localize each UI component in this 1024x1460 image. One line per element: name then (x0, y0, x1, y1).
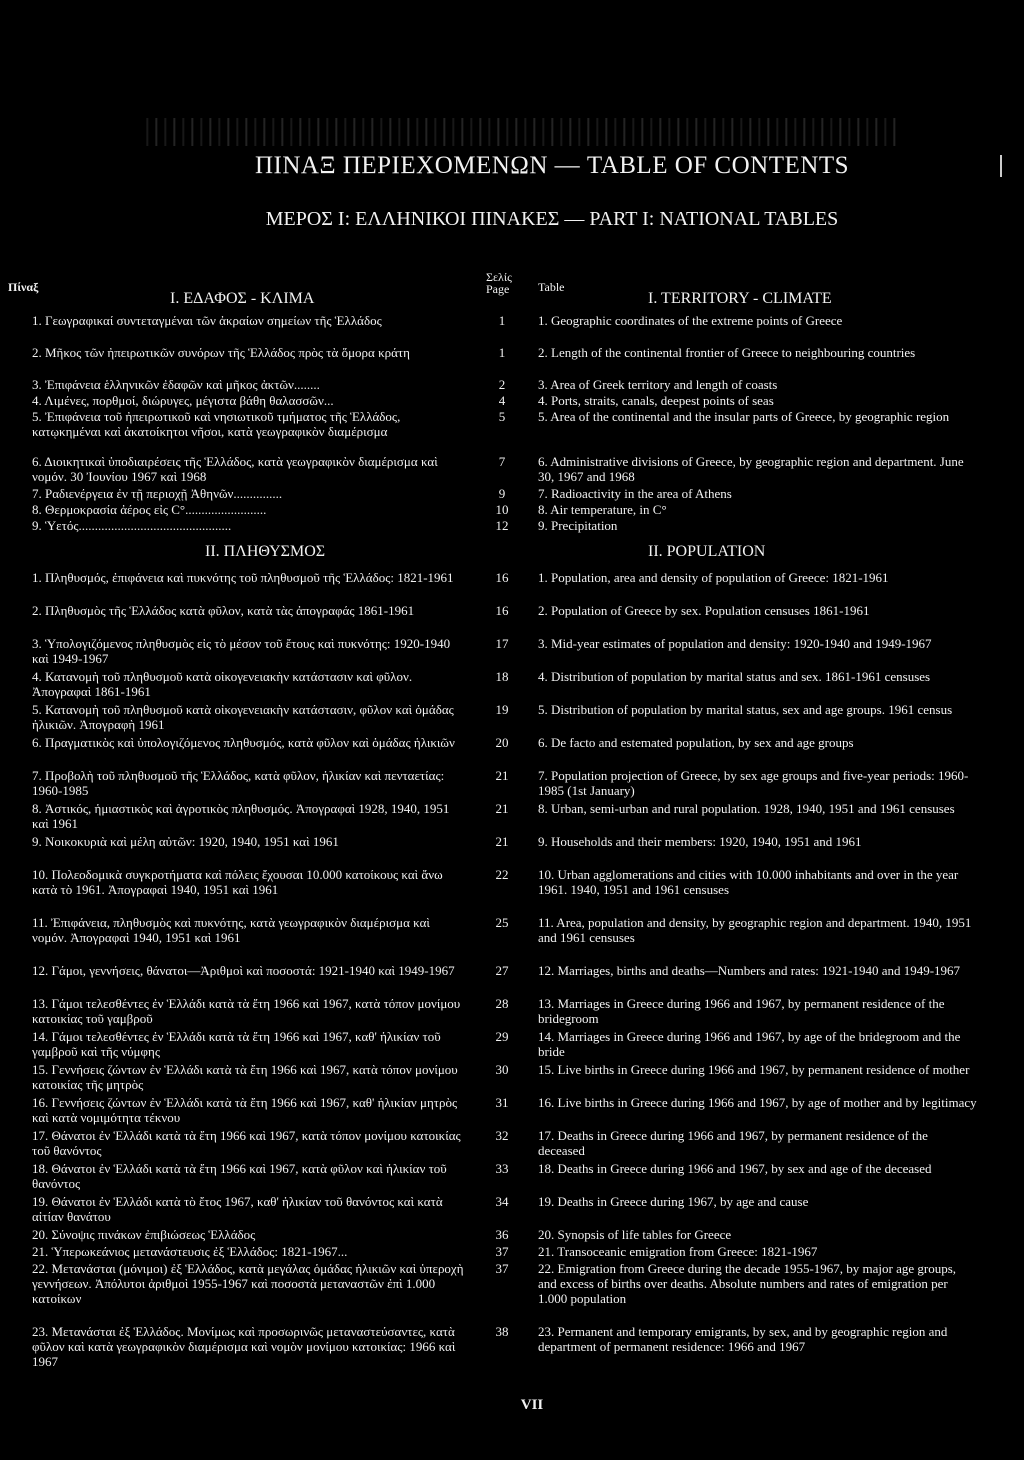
entry-page: 21 (495, 801, 509, 816)
entry-en: 7. Radioactivity in the area of Athens (538, 486, 732, 501)
entry-page: 33 (495, 1161, 509, 1176)
entry-gr: 15. Γεννήσεις ζώντων ἐν Ἑλλάδι κατὰ τὰ ἔτη 1966 καὶ 1967, κατὰ τόπον μονίμου κατοικίας τῆς μητρὸς (32, 1062, 458, 1092)
entry-en: 20. Synopsis of life tables for Greece (538, 1227, 732, 1242)
entry-gr: 9. Νοικοκυριὰ καὶ μέλη αὐτῶν: 1920, 1940, 1951 καὶ 1961 (32, 834, 339, 849)
entry-en: 8. Urban, semi-urban and rural population. 1928, 1940, 1951 and 1961 censuses (538, 801, 955, 816)
entry-en: 4. Distribution of population by marital status and sex. 1861-1961 censuses (538, 669, 931, 684)
entry-en: 19. Deaths in Greece during 1967, by age and cause (538, 1194, 809, 1209)
entry-en: 5. Distribution of population by marital status, sex and age groups. 1961 census (538, 702, 953, 717)
entry-en: 11. Area, population and density, by geographic region and department. 1940, 1951 and 1961 censuses (538, 915, 972, 945)
entry-page: 1 (498, 345, 506, 360)
entry-page: 7 (498, 454, 506, 469)
entry-gr: 1. Γεωγραφικαί συντεταγμέναι τῶν ἀκραίων σημείων τῆς Ἑλλάδος (32, 313, 382, 328)
entry-page: 17 (495, 636, 509, 651)
entry-page: 20 (495, 735, 509, 750)
entry-page: 10 (495, 502, 509, 517)
entry-en: 1. Population, area and density of population of Greece: 1821-1961 (538, 570, 889, 585)
entry-gr: 4. Λιμένες, πορθμοί, διώρυγες, μέγιστα βάθη θαλασσῶν... (32, 393, 334, 408)
entry-page: 29 (495, 1029, 509, 1044)
entry-page: 38 (495, 1324, 509, 1339)
entry-gr: 8. Ἀστικός, ἡμιαστικὸς καὶ ἀγροτικὸς πληθυσμός. Ἀπογραφαὶ 1928, 1940, 1951 καὶ 1961 (32, 801, 450, 831)
entry-gr: 8. Θερμοκρασία ἀέρος εἰς C°......................... (32, 502, 267, 517)
entry-en: 14. Marriages in Greece during 1966 and 1967, by age of the bridegroom and the bride (538, 1029, 961, 1059)
entry-gr: 9. Ὑετός............................................... (32, 518, 232, 533)
entry-page: 19 (495, 702, 509, 717)
entry-gr: 7. Ραδιενέργεια ἐν τῇ περιοχῇ Ἀθηνῶν............... (32, 486, 283, 501)
entry-page: 5 (498, 409, 506, 424)
entry-gr: 5. Κατανομὴ τοῦ πληθυσμοῦ κατὰ οἰκογενειακὴν κατάστασιν, φῦλον καὶ ὁμάδας ἡλικιῶν. Ἀπογραφὴ 1961 (32, 702, 454, 732)
entry-en: 7. Population projection of Greece, by sex age groups and five-year periods: 1960-1985 (1st January) (538, 768, 969, 798)
entry-gr: 19. Θάνατοι ἐν Ἑλλάδι κατὰ τὸ ἔτος 1967, καθ' ἡλικίαν τοῦ θανόντος καὶ κατὰ αἰτίαν θανάτου (32, 1194, 443, 1224)
entry-en: 4. Ports, straits, canals, deepest points of seas (538, 393, 774, 408)
entry-page: 32 (495, 1128, 509, 1143)
page-title: ΠΙΝΑΞ ΠΕΡΙΕΧΟΜΕΝΩΝ — TABLE OF CONTENTS (255, 152, 849, 179)
entry-page: 4 (498, 393, 506, 408)
entry-en: 2. Length of the continental frontier of Greece to neighbouring countries (538, 345, 916, 360)
entry-page: 31 (495, 1095, 509, 1110)
entry-en: 16. Live births in Greece during 1966 and 1967, by age of mother and by legitimacy (538, 1095, 977, 1110)
entry-gr: 16. Γεννήσεις ζώντων ἐν Ἑλλάδι κατὰ τὰ ἔτη 1966 καὶ 1967, καθ' ἡλικίαν μητρὸς καὶ κατὰ νομιμότητα τέκνου (32, 1095, 458, 1125)
entry-gr: 6. Διοικητικαὶ ὑποδιαιρέσεις τῆς Ἑλλάδος, κατὰ γεωγραφικὸν διαμέρισμα καὶ νομόν. 30 Ἰουνίου 1967 καὶ 1968 (32, 454, 438, 484)
entry-gr: 7. Προβολὴ τοῦ πληθυσμοῦ τῆς Ἑλλάδος, κατὰ φῦλον, ἡλικίαν καὶ πενταετίας: 1960-1985 (32, 768, 445, 798)
table-column-label-gr: Πίναξ (8, 280, 39, 294)
entry-en: 6. Administrative divisions of Greece, by geographic region and department. June 30, 1967 and 1968 (538, 454, 964, 484)
entry-en: 15. Live births in Greece during 1966 and 1967, by permanent residence of mother (538, 1062, 970, 1077)
entry-page: 22 (495, 867, 509, 882)
entry-en: 23. Permanent and temporary emigrants, by sex, and by geographic region and department of permanent residence: 1966 and 1967 (538, 1324, 948, 1354)
section-heading-en: II. POPULATION (648, 543, 766, 560)
entry-gr: 18. Θάνατοι ἐν Ἑλλάδι κατὰ τὰ ἔτη 1966 καὶ 1967, κατὰ φῦλον καὶ ἡλικίαν τοῦ θανόντος (32, 1161, 447, 1191)
entry-gr: 10. Πολεοδομικὰ συγκροτήματα καὶ πόλεις ἔχουσαι 10.000 κατοίκους καὶ ἄνω κατὰ τὸ 1961. Ἀπογραφαὶ 1940, 1951 καὶ 1961 (32, 867, 443, 897)
entry-page: 27 (495, 963, 509, 978)
entry-en: 3. Mid-year estimates of population and density: 1920-1940 and 1949-1967 (538, 636, 932, 651)
entry-page: 28 (495, 996, 509, 1011)
entry-gr: 17. Θάνατοι ἐν Ἑλλάδι κατὰ τὰ ἔτη 1966 καὶ 1967, κατὰ τόπον μονίμου κατοικίας τοῦ θανόντος (32, 1128, 461, 1158)
entry-en: 12. Marriages, births and deaths—Numbers and rates: 1921-1940 and 1949-1967 (538, 963, 961, 978)
entry-gr: 12. Γάμοι, γεννήσεις, θάνατοι—Ἀριθμοὶ καὶ ποσοστά: 1921-1940 καὶ 1949-1967 (32, 963, 455, 978)
entry-en: 5. Area of the continental and the insular parts of Greece, by geographic region (538, 409, 950, 424)
entry-en: 10. Urban agglomerations and cities with 10.000 inhabitants and over in the year 1961. 1940, 1951 and 1961 censuses (538, 867, 959, 897)
entry-en: 13. Marriages in Greece during 1966 and 1967, by permanent residence of the bridegroom (538, 996, 945, 1026)
entry-gr: 6. Πραγματικὸς καὶ ὑπολογιζόμενος πληθυσμός, κατὰ φῦλον καὶ ὁμάδας ἡλικιῶν (32, 735, 455, 750)
entry-gr: 5. Ἐπιφάνεια τοῦ ἠπειρωτικοῦ καὶ νησιωτικοῦ τμήματος τῆς Ἑλλάδος, κατῳκημέναι καὶ ἀκατοίκητοι νῆσοι, κατὰ γεωγραφικὸν διαμέρισμα (32, 409, 401, 439)
section-heading-en: I. TERRITORY - CLIMATE (648, 290, 832, 307)
entry-gr: 1. Πληθυσμός, ἐπιφάνεια καὶ πυκνότης τοῦ πληθυσμοῦ τῆς Ἑλλάδος: 1821-1961 (32, 570, 454, 585)
entry-gr: 20. Σύνοψις πινάκων ἐπιβιώσεως Ἑλλάδος (32, 1227, 256, 1242)
entry-en: 6. De facto and estemated population, by sex and age groups (538, 735, 854, 750)
entry-gr: 11. Ἐπιφάνεια, πληθυσμὸς καὶ πυκνότης, κατὰ γεωγραφικὸν διαμέρισμα καὶ νομόν. Ἀπογραφαὶ 1940, 1951 καὶ 1961 (32, 915, 430, 945)
entry-gr: 4. Κατανομὴ τοῦ πληθυσμοῦ κατὰ οἰκογενειακὴν κατάστασιν καὶ φῦλον. Ἀπογραφαὶ 1861-1961 (32, 669, 413, 699)
table-column-label-en: Table (538, 280, 565, 294)
entry-gr: 21. Ὑπερωκεάνιος μετανάστευσις ἐξ Ἑλλάδος: 1821-1967... (32, 1244, 348, 1259)
entry-gr: 3. Ἐπιφάνεια ἑλληνικῶν ἐδαφῶν καὶ μῆκος ἀκτῶν........ (32, 377, 320, 392)
entry-en: 9. Precipitation (538, 518, 618, 533)
entry-page: 18 (495, 669, 509, 684)
entry-en: 21. Transoceanic emigration from Greece: 1821-1967 (538, 1244, 818, 1259)
entry-page: 30 (495, 1062, 509, 1077)
part-title: ΜΕΡΟΣ Ι: ΕΛΛΗΝΙΚΟΙ ΠΙΝΑΚΕΣ — PART I: NATIONAL TABLES (265, 208, 839, 230)
entry-page: 34 (495, 1194, 509, 1209)
entry-gr: 2. Πληθυσμὸς τῆς Ἑλλάδος κατὰ φῦλον, κατὰ τὰς ἀπογραφάς 1861-1961 (32, 603, 415, 618)
entry-gr: 23. Μετανάσται ἐξ Ἑλλάδος. Μονίμως καὶ προσωρινῶς μεταναστεύσαντες, κατὰ φῦλον καὶ κατὰ γεωγραφικὸν διαμέρισμα καὶ νομὸν μονίμου κατοικίας: 1966 καὶ 1967 (32, 1324, 456, 1369)
entry-gr: 14. Γάμοι τελεσθέντες ἐν Ἑλλάδι κατὰ τὰ ἔτη 1966 καὶ 1967, καθ' ἡλικίαν τοῦ γαμβροῦ καὶ τῆς νύμφης (32, 1029, 441, 1059)
entry-en: 1. Geographic coordinates of the extreme points of Greece (538, 313, 843, 328)
entry-page: 37 (495, 1244, 509, 1259)
entry-page: 16 (495, 603, 509, 618)
entry-en: 17. Deaths in Greece during 1966 and 1967, by permanent residence of the deceased (538, 1128, 928, 1158)
entry-page: 16 (495, 570, 509, 585)
page-column-label-en: Page (486, 282, 510, 296)
scan-noise (140, 118, 900, 146)
entry-page: 9 (498, 486, 506, 501)
page-column-label-gr: Σελίς (486, 270, 512, 284)
section-heading-gr: Ι. ΕΔΑΦΟΣ - ΚΛΙΜΑ (170, 290, 315, 307)
section-heading-gr: ΙΙ. ΠΛΗΘΥΣΜΟΣ (205, 543, 326, 560)
entry-gr: 13. Γάμοι τελεσθέντες ἐν Ἑλλάδι κατὰ τὰ ἔτη 1966 καὶ 1967, κατὰ τόπον μονίμου κατοικίας τοῦ γαμβροῦ (32, 996, 461, 1026)
entry-gr: 3. Ὑπολογιζόμενος πληθυσμὸς εἰς τὸ μέσον τοῦ ἔτους καὶ πυκνότης: 1920-1940 καὶ 1949-1967 (32, 636, 451, 666)
entry-en: 3. Area of Greek territory and length of coasts (538, 377, 778, 392)
entry-en: 18. Deaths in Greece during 1966 and 1967, by sex and age of the deceased (538, 1161, 932, 1176)
entry-gr: 2. Μῆκος τῶν ἠπειρωτικῶν συνόρων τῆς Ἑλλάδος πρὸς τὰ ὅμορα κράτη (32, 345, 410, 360)
entry-page: 21 (495, 834, 509, 849)
entry-page: 12 (495, 518, 509, 533)
entry-page: 36 (495, 1227, 509, 1242)
entry-page: 21 (495, 768, 509, 783)
entry-en: 22. Emigration from Greece during the decade 1955-1967, by major age groups, and excess of births over deaths. Absolute numbers and rates of emigration per 1.000 population (538, 1261, 957, 1306)
entry-page: 1 (498, 313, 506, 328)
entry-en: 8. Air temperature, in C° (538, 502, 667, 517)
entry-en: 9. Households and their members: 1920, 1940, 1951 and 1961 (538, 834, 862, 849)
entry-page: 2 (498, 377, 506, 392)
entry-page: 25 (495, 915, 509, 930)
page-number: VII (520, 1397, 544, 1413)
entry-gr: 22. Μετανάσται (μόνιμοι) ἐξ Ἑλλάδος, κατὰ μεγάλας ὁμάδας ἡλικιῶν καὶ ὑπεροχὴ γεννήσεων. Ἀπόλυτοι ἀριθμοὶ 1955-1967 καὶ ποσοστὰ μεταναστῶν ἐπὶ 1.000 κατοίκων (32, 1261, 464, 1306)
entry-page: 37 (495, 1261, 509, 1276)
entry-en: 2. Population of Greece by sex. Population censuses 1861-1961 (538, 603, 870, 618)
